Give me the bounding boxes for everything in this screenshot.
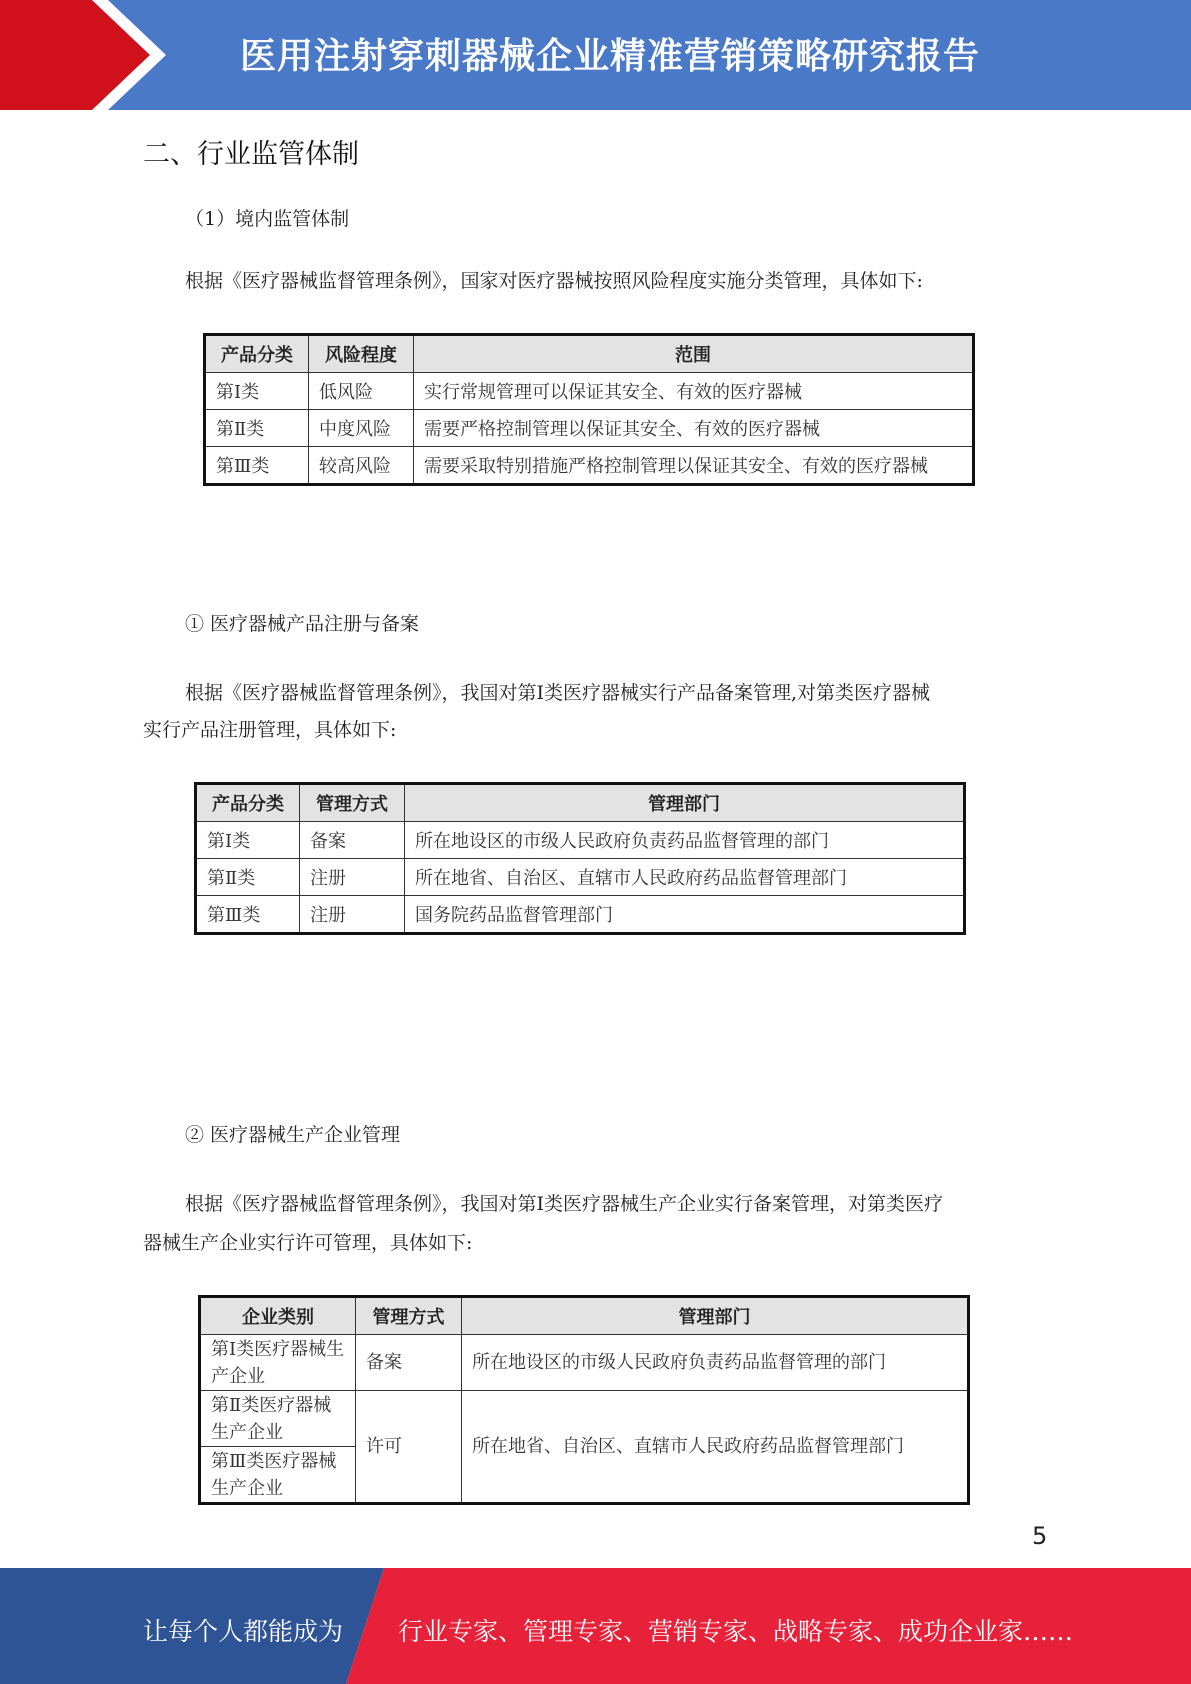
table-header-row xyxy=(196,784,965,822)
item-heading-registration: ① 医疗器械产品注册与备案 xyxy=(185,613,420,635)
table-cell: 第Ⅲ类医疗器械生产企业 xyxy=(200,1447,356,1504)
table-cell: 所在地省、自治区、直辖市人民政府药品监督管理部门 xyxy=(405,859,965,896)
header-cell: 管理部门 xyxy=(462,1297,969,1335)
table-header-row xyxy=(200,1297,969,1335)
table-cell: 第Ⅲ类 xyxy=(205,447,309,485)
table-cell: 所在地设区的市级人民政府负责药品监督管理的部门 xyxy=(462,1335,969,1391)
table-cell: 第Ⅰ类医疗器械生产企业 xyxy=(200,1335,356,1391)
table-cell: 较高风险 xyxy=(309,447,414,485)
table-row xyxy=(200,1391,969,1447)
table-cell: 需要采取特别措施严格控制管理以保证其安全、有效的医疗器械 xyxy=(414,447,974,485)
product-registration-table xyxy=(194,782,966,935)
table-cell: 注册 xyxy=(300,859,405,896)
table-cell: 第Ⅰ类 xyxy=(205,373,309,410)
paragraph-line: 器械生产企业实行许可管理，具体如下: xyxy=(143,1232,473,1254)
table-cell: 实行常规管理可以保证其安全、有效的医疗器械 xyxy=(414,373,974,410)
table-cell: 第Ⅲ类 xyxy=(196,896,300,934)
table-row xyxy=(205,410,974,447)
table-cell: 低风险 xyxy=(309,373,414,410)
manufacturer-management-table xyxy=(198,1295,970,1505)
paragraph-line: 根据《医疗器械监督管理条例》，我国对第Ⅰ类医疗器械实行产品备案管理,对第类医疗器械 xyxy=(185,682,931,704)
table-row xyxy=(196,896,965,934)
paragraph-intro: 根据《医疗器械监督管理条例》，国家对医疗器械按照风险程度实施分类管理，具体如下: xyxy=(185,270,923,292)
table-cell: 许可 xyxy=(356,1391,462,1504)
page-number: 5 xyxy=(1032,1522,1048,1550)
risk-classification-table xyxy=(203,333,975,486)
section-title: 二、行业监管体制 xyxy=(143,139,359,170)
item-heading-manufacturer: ② 医疗器械生产企业管理 xyxy=(185,1124,401,1146)
footer-slogan-right: 行业专家、管理专家、营销专家、战略专家、成功企业家…… xyxy=(398,1617,1074,1646)
table-row xyxy=(196,822,965,859)
header-cell: 管理方式 xyxy=(356,1297,462,1335)
header-cell: 范围 xyxy=(414,335,974,373)
paragraph-line: 实行产品注册管理，具体如下: xyxy=(143,719,397,741)
header-cell: 管理方式 xyxy=(300,784,405,822)
table-cell: 需要严格控制管理以保证其安全、有效的医疗器械 xyxy=(414,410,974,447)
table-row xyxy=(205,447,974,485)
table-cell: 注册 xyxy=(300,896,405,934)
header-cell: 产品分类 xyxy=(196,784,300,822)
paragraph-line: 根据《医疗器械监督管理条例》，我国对第Ⅰ类医疗器械生产企业实行备案管理，对第类医疗 xyxy=(185,1193,944,1215)
table-header-row xyxy=(205,335,974,373)
footer-slogan-left: 让每个人都能成为 xyxy=(143,1617,344,1646)
table-cell: 备案 xyxy=(300,822,405,859)
table-cell: 第Ⅱ类 xyxy=(205,410,309,447)
header-cell: 产品分类 xyxy=(205,335,309,373)
header-cell: 风险程度 xyxy=(309,335,414,373)
table-cell: 所在地设区的市级人民政府负责药品监督管理的部门 xyxy=(405,822,965,859)
report-title: 医用注射穿刺器械企业精准营销策略研究报告 xyxy=(240,36,981,77)
table-cell: 中度风险 xyxy=(309,410,414,447)
header-cell: 管理部门 xyxy=(405,784,965,822)
table-row xyxy=(205,373,974,410)
table-row xyxy=(196,859,965,896)
page-header-banner xyxy=(0,0,1191,110)
table-cell: 第Ⅱ类医疗器械生产企业 xyxy=(200,1391,356,1447)
header-cell: 企业类别 xyxy=(200,1297,356,1335)
table-cell: 第Ⅰ类 xyxy=(196,822,300,859)
table-cell: 所在地省、自治区、直辖市人民政府药品监督管理部门 xyxy=(462,1391,969,1504)
table-row xyxy=(200,1335,969,1391)
subsection-heading: （1）境内监管体制 xyxy=(185,208,350,230)
page-footer-banner xyxy=(0,1568,1191,1684)
table-cell: 国务院药品监督管理部门 xyxy=(405,896,965,934)
table-cell: 备案 xyxy=(356,1335,462,1391)
table-cell: 第Ⅱ类 xyxy=(196,859,300,896)
